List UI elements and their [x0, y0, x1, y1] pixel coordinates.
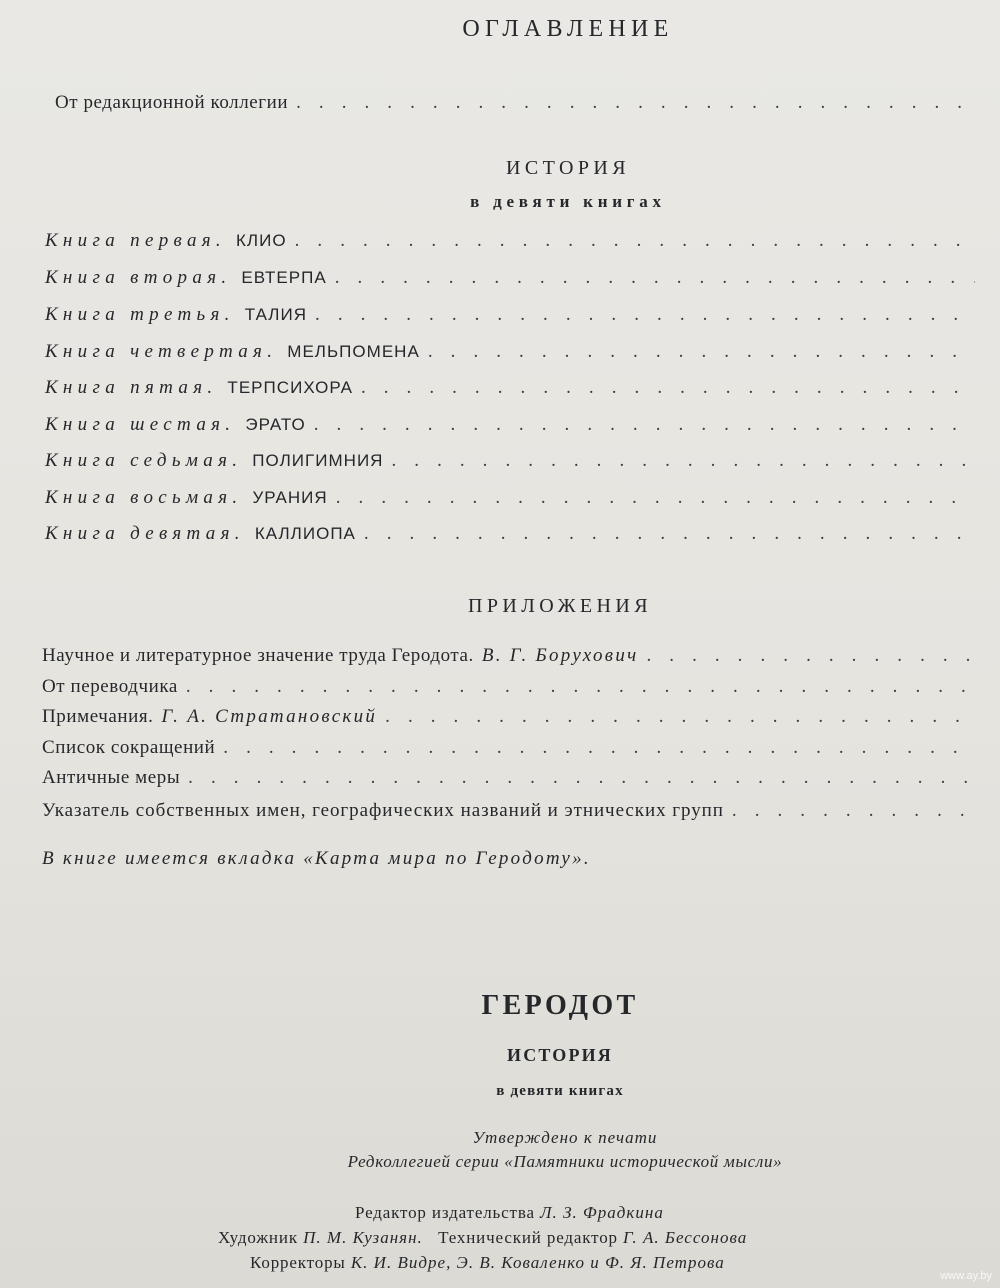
dot-leader	[364, 523, 975, 545]
toc-entry-appendix-6	[42, 800, 972, 834]
credit-label: Художник	[218, 1228, 298, 1247]
colophon-subtitle: в девяти книгах	[496, 1083, 624, 1099]
dot-leader	[336, 487, 975, 509]
credit-label: Редактор издательства	[355, 1203, 535, 1222]
dot-leader	[295, 230, 975, 252]
dot-leader	[186, 676, 972, 698]
credit-person: Г. А. Бессонова	[623, 1228, 748, 1247]
toc-entry-book-7	[45, 450, 975, 484]
appendix-title-text: Список сокращений	[42, 737, 216, 758]
credit-person: К. И. Видре, Э. В. Коваленко и Ф. Я. Петрова	[350, 1253, 725, 1272]
dot-leader	[335, 267, 975, 289]
book-name: ЭРАТО	[245, 415, 306, 434]
book-number: Книга седьмая.	[45, 450, 243, 471]
dot-leader	[732, 800, 972, 822]
insert-note: В книге имеется вкладка «Карта мира по Геродоту».	[42, 848, 591, 869]
toc-entry-editorial	[55, 92, 975, 126]
book-name: УРАНИЯ	[252, 488, 328, 507]
toc-entry-appendix-1	[42, 645, 972, 679]
dot-leader	[223, 737, 972, 759]
appendix-title-text: Научное и литературное значение труда Геродота.	[42, 645, 474, 666]
toc-title: ОГЛАВЛЕНИЕ	[462, 16, 674, 42]
dot-leader	[646, 645, 972, 667]
toc-entry-title: От редакционной коллегии	[55, 92, 289, 113]
book-number: Книга третья.	[45, 304, 235, 325]
colophon-title: ИСТОРИЯ	[507, 1045, 613, 1065]
toc-entry-book-2	[45, 267, 975, 301]
toc-entry-appendix-3	[42, 706, 972, 740]
toc-entry-book-9	[45, 523, 975, 557]
dot-leader	[188, 767, 972, 789]
book-name: КЛИО	[236, 231, 287, 250]
book-number: Книга восьмая.	[45, 487, 243, 508]
appendix-title-text: Античные меры	[42, 767, 181, 788]
dot-leader	[315, 304, 975, 326]
dot-leader	[391, 450, 975, 472]
toc-entry-appendix-2	[42, 676, 972, 710]
credit-label: Корректоры	[250, 1253, 346, 1272]
credit-label: Технический редактор	[438, 1228, 618, 1247]
book-name: ТАЛИЯ	[244, 305, 308, 324]
toc-entry-book-6	[45, 414, 975, 448]
book-name: МЕЛЬПОМЕНА	[287, 342, 420, 361]
credit-proofreaders	[250, 1253, 725, 1273]
appendix-title: ПРИЛОЖЕНИЯ	[468, 595, 652, 617]
colophon-board: Редколлегией серии «Памятники исторической мысли»	[347, 1152, 783, 1171]
appendix-title-text: Указатель собственных имен, географических названий и этнических групп	[42, 800, 724, 821]
toc-entry-book-1	[45, 230, 975, 264]
credit-person: Л. З. Фрадкина	[540, 1203, 664, 1222]
toc-entry-appendix-5	[42, 767, 972, 801]
book-number: Книга четвертая.	[45, 341, 278, 362]
colophon-author: ГЕРОДОТ	[481, 990, 639, 1021]
toc-entry-appendix-4	[42, 737, 972, 771]
dot-leader	[361, 377, 975, 399]
book-number: Книга шестая.	[45, 414, 236, 435]
appendix-author: Г. А. Стратановский	[161, 706, 378, 727]
book-number: Книга пятая.	[45, 377, 218, 398]
toc-entry-book-8	[45, 487, 975, 521]
dot-leader	[296, 92, 975, 114]
credit-artist-tech	[218, 1228, 747, 1248]
appendix-author: В. Г. Борухович	[481, 645, 639, 666]
toc-entry-book-4	[45, 341, 975, 375]
credit-person: П. М. Кузанян.	[303, 1228, 423, 1247]
appendix-title-text: От переводчика	[42, 676, 178, 697]
credit-editor	[355, 1203, 664, 1223]
history-title: ИСТОРИЯ	[506, 157, 630, 179]
dot-leader	[314, 414, 975, 436]
toc-entry-book-3	[45, 304, 975, 338]
book-number: Книга девятая.	[45, 523, 245, 544]
book-number: Книга первая.	[45, 230, 226, 251]
dot-leader	[428, 341, 975, 363]
dot-leader	[385, 706, 972, 728]
book-number: Книга вторая.	[45, 267, 232, 288]
history-subtitle: в девяти книгах	[470, 192, 666, 211]
book-name: ЕВТЕРПА	[241, 268, 327, 287]
colophon-approved: Утверждено к печати	[472, 1128, 658, 1147]
book-name: ПОЛИГИМНИЯ	[252, 451, 384, 470]
appendix-title-text: Примечания.	[42, 706, 154, 727]
toc-entry-book-5	[45, 377, 975, 411]
watermark: www.ay.by	[940, 1270, 992, 1282]
book-name: КАЛЛИОПА	[254, 524, 356, 543]
book-name: ТЕРПСИХОРА	[227, 378, 353, 397]
